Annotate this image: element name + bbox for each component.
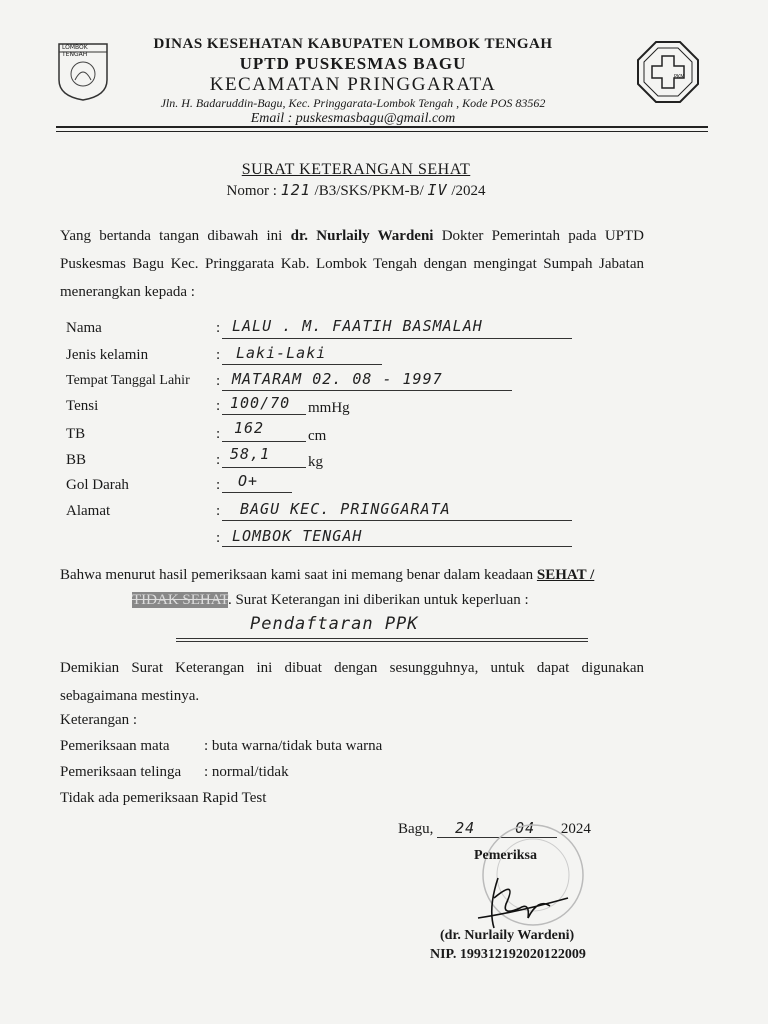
tb-colon: : [216,426,221,442]
intro-part1: Yang bertanda tangan dibawah ini [60,228,291,244]
jenis-kelamin-colon: : [216,347,221,363]
examiner-role: Pemeriksa [474,848,537,863]
number-prefix: Nomor : [226,183,281,199]
purpose-underline-2 [176,641,588,642]
bb-value: 58,1 [230,445,271,463]
agency-name: DINAS KESEHATAN KABUPATEN LOMBOK TENGAH [153,36,553,52]
nama-underline [222,338,572,339]
number-hand-2: IV [427,181,448,199]
right-logo-text: PKM [674,74,685,80]
number-suffix: /2024 [447,183,486,199]
bb-unit: kg [308,454,323,470]
document-title: SURAT KETERANGAN SEHAT [241,161,471,178]
statement-line1 [60,567,660,584]
tensi-unit: mmHg [308,400,350,416]
eye-exam-value: : buta warna/tidak buta warna [204,738,383,754]
tb-underline [222,441,306,442]
rapid-test-note: Tidak ada pemeriksaan Rapid Test [60,790,267,806]
email-line: Email : puskesmasbagu@gmail.com [250,111,456,126]
date-day: 24 [437,819,493,838]
jenis-kelamin-label: Jenis kelamin [66,347,149,363]
examiner-nip: NIP. 199312192020122009 [430,947,586,962]
unit-name: UPTD PUSKESMAS BAGU [239,54,467,73]
header-divider [56,126,708,128]
examiner-name: (dr. Nurlaily Wardeni) [440,928,575,943]
tensi-colon: : [216,398,221,414]
ttl-label: Tempat Tanggal Lahir [66,373,190,388]
gol-darah-label: Gol Darah [66,477,129,493]
alamat-value-2: LOMBOK TENGAH [232,527,363,545]
nama-label: Nama [66,320,102,336]
jenis-kelamin-value: Laki-Laki [236,344,327,362]
nama-value: LALU . M. FAATIH BASMALAH [232,317,483,335]
intro-paragraph [60,222,644,306]
tb-value: 162 [234,419,265,437]
doctor-name: dr. Nurlaily Wardeni [290,228,434,244]
tb-label: TB [66,426,86,442]
ear-exam-label: Pemeriksaan telinga [60,764,182,780]
purpose-underline [176,638,588,639]
statement-part1: Bahwa menurut hasil pemeriksaan kami saat ini memang benar dalam keadaan [60,567,537,583]
alamat-colon-2: : [216,530,221,546]
date-place: Bagu, [398,821,438,837]
alamat-underline-1 [222,520,572,521]
document-number [196,181,516,200]
tidak-sehat-struck: TIDAK SEHAT [132,592,228,608]
tensi-label: Tensi [66,398,99,414]
statement-part2: . Surat Keterangan ini diberikan untuk keperluan : [227,592,529,608]
right-logo [636,40,700,104]
gol-darah-value: O+ [238,472,259,490]
ear-exam-value: : normal/tidak [204,764,289,780]
district-name: KECAMATAN PRINGGARATA [209,74,497,95]
ttl-value: MATARAM 02. 08 - 1997 [232,370,443,388]
bb-colon: : [216,452,221,468]
address-line: Jln. H. Badaruddin-Bagu, Kec. Pringgarata-Lombok Tengah , Kode POS 83562 [160,96,546,110]
purpose-value: Pendaftaran PPK [250,614,419,634]
sehat-label: SEHAT / [536,567,595,583]
alamat-underline-2 [222,546,572,547]
gol-darah-colon: : [216,477,221,493]
tensi-underline [222,414,306,415]
nama-colon: : [216,320,221,336]
alamat-value-1: BAGU KEC. PRINGGARATA [240,500,451,518]
alamat-label: Alamat [66,503,111,519]
date-month: 04 [493,819,557,838]
closing-paragraph: Demikian Surat Keterangan ini dibuat dengan sesungguhnya, untuk dapat digunakan sebagaimana mestinya. [60,660,644,704]
number-mid: /B3/SKS/PKM-B/ [310,183,428,199]
left-logo-text: LOMBOK TENGAH [62,44,88,58]
header-divider-thin [56,131,708,132]
ttl-underline [222,390,512,391]
ttl-colon: : [216,373,221,389]
gol-darah-underline [222,492,292,493]
date-year: 2024 [560,821,591,837]
number-hand-1: 121 [280,181,311,199]
bb-label: BB [66,452,87,468]
tb-unit: cm [308,428,327,444]
jenis-kelamin-underline [222,364,382,365]
notes-heading: Keterangan : [60,712,138,728]
statement-line2 [132,592,652,609]
intro-part2: Dokter Pemerintah pada UPTD Puskesmas Bagu Kec. Pringgarata Kab. Lombok Tengah dengan mengingat Sumpah Jabatan menerangkan kepada : [60,228,644,300]
left-logo [55,40,111,102]
eye-exam-label: Pemeriksaan mata [60,738,170,754]
tensi-value: 100/70 [230,394,291,412]
alamat-colon: : [216,503,221,519]
bb-underline [222,467,306,468]
